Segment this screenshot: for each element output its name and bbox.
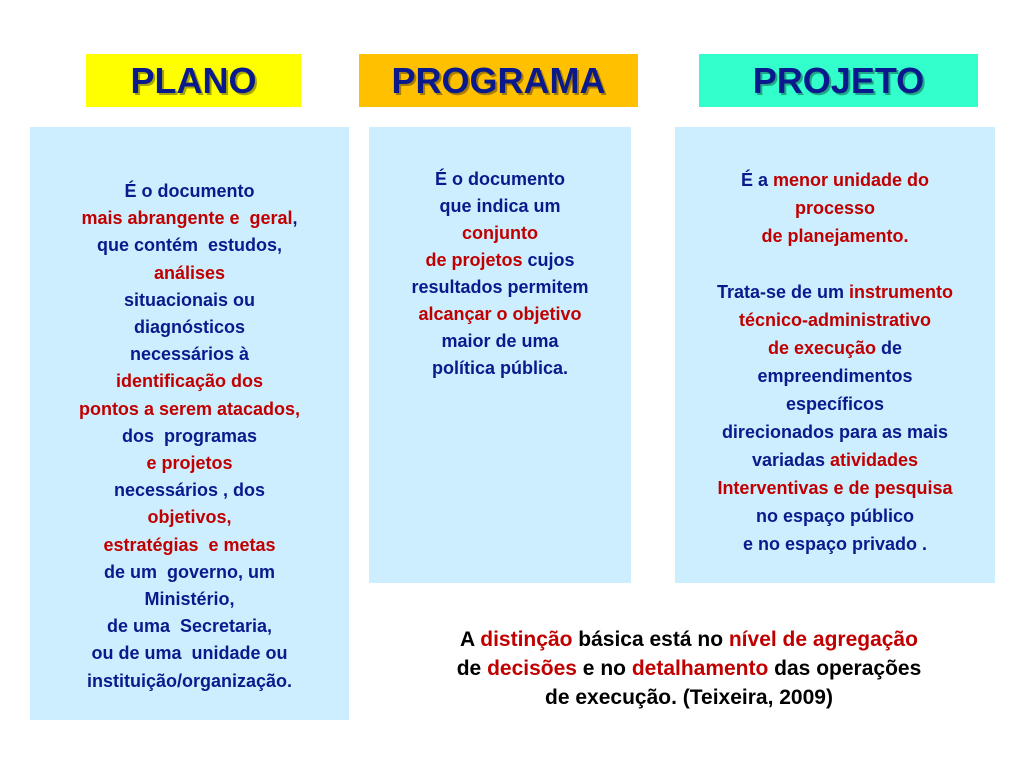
body-text: maior de uma <box>441 331 559 351</box>
highlight-text: de projetos <box>425 250 523 270</box>
highlight-text: mais abrangente e geral <box>81 208 293 229</box>
projeto-text-line <box>675 222 995 250</box>
plano-text-line <box>30 640 349 667</box>
programa-text-line <box>369 328 631 355</box>
highlight-text: detalhamento <box>631 657 769 680</box>
highlight-text: análises <box>153 262 226 283</box>
highlight-text: instrumento <box>849 282 954 302</box>
body-text: de <box>456 657 488 680</box>
highlight-text: objetivos, <box>147 507 232 528</box>
plano-text-line <box>30 504 349 531</box>
body-text: dos programas <box>121 425 258 446</box>
body-text: de execução. (Teixeira, 2009) <box>545 686 833 709</box>
body-text: que indica um <box>439 196 561 216</box>
highlight-text: técnico-administrativo <box>738 310 932 330</box>
body-text: empreendimentos <box>757 366 913 386</box>
body-text: das operações <box>768 657 922 680</box>
body-text: A <box>460 628 481 651</box>
body-text: necessários à <box>129 344 250 365</box>
body-text: instituição/organização. <box>86 670 293 691</box>
distinction-note <box>372 625 1006 712</box>
footer-text-line <box>372 683 1006 712</box>
projeto-text-line <box>675 194 995 222</box>
highlight-text: nível de agregação <box>728 628 918 651</box>
body-text: de <box>876 338 903 358</box>
projeto-text-line <box>675 250 995 278</box>
plano-text-line <box>30 205 349 232</box>
highlight-text: pontos a serem atacados, <box>78 398 301 419</box>
plano-text-line <box>30 559 349 586</box>
highlight-text: alcançar o objetivo <box>418 304 582 324</box>
body-text: de um governo, um <box>103 561 276 582</box>
programa-title <box>359 54 638 107</box>
body-text: É a <box>740 170 773 190</box>
body-text: no espaço público <box>755 506 915 526</box>
body-text: resultados permitem <box>411 277 589 297</box>
body-text: É o documento <box>435 169 565 189</box>
footer-text-line <box>372 625 1006 654</box>
highlight-text: processo <box>794 198 876 218</box>
plano-title <box>86 54 301 107</box>
plano-description-box <box>30 127 349 720</box>
body-text: Ministério, <box>144 589 235 610</box>
projeto-text-line <box>675 446 995 474</box>
highlight-text: de planejamento. <box>761 226 909 246</box>
projeto-title-text: PROJETO <box>752 59 925 101</box>
body-text: ou de uma unidade ou <box>91 643 288 664</box>
highlight-text: distinção <box>480 628 573 651</box>
projeto-text-line <box>675 474 995 502</box>
projeto-text-line <box>675 334 995 362</box>
plano-text-line <box>30 178 349 205</box>
body-text: , <box>292 208 298 229</box>
body-text: diagnósticos <box>133 317 245 338</box>
programa-text-line <box>369 301 631 328</box>
body-text: situacionais ou <box>123 289 256 310</box>
body-text: e no <box>576 657 632 680</box>
plano-text-line <box>30 423 349 450</box>
plano-text-line <box>30 586 349 613</box>
body-text: direcionados para as mais <box>721 422 949 442</box>
plano-text-line <box>30 260 349 287</box>
body-text: específicos <box>785 394 885 414</box>
body-text: política pública. <box>431 358 569 378</box>
plano-title-text: PLANO <box>130 59 257 101</box>
projeto-text-line <box>675 530 995 558</box>
footer-text-line <box>372 654 1006 683</box>
projeto-title <box>699 54 978 107</box>
plano-text-line <box>30 477 349 504</box>
projeto-text-line <box>675 166 995 194</box>
highlight-text: de execução <box>767 338 877 358</box>
body-text: Trata-se de um <box>716 282 850 302</box>
highlight-text: Interventivas e de pesquisa <box>717 478 953 498</box>
highlight-text: identificação dos <box>115 371 264 392</box>
highlight-text: estratégias e metas <box>103 534 276 555</box>
body-text: de uma Secretaria, <box>106 616 273 637</box>
body-text <box>832 254 837 274</box>
highlight-text: menor unidade do <box>773 170 930 190</box>
plano-text-line <box>30 314 349 341</box>
programa-text-line <box>369 220 631 247</box>
projeto-text-line <box>675 362 995 390</box>
programa-description-box <box>369 127 631 583</box>
highlight-text: conjunto <box>462 223 538 243</box>
plano-text-line <box>30 613 349 640</box>
projeto-text-line <box>675 306 995 334</box>
highlight-text: atividades <box>830 450 919 470</box>
programa-title-text: PROGRAMA <box>391 59 606 101</box>
projeto-text-line <box>675 418 995 446</box>
highlight-text: decisões <box>487 657 577 680</box>
body-text: básica está no <box>572 628 729 651</box>
projeto-text-line <box>675 502 995 530</box>
highlight-text: e projetos <box>146 453 233 474</box>
plano-text-line <box>30 532 349 559</box>
programa-text-line <box>369 247 631 274</box>
body-text: e no espaço privado . <box>742 534 928 554</box>
plano-text-line <box>30 450 349 477</box>
body-text: variadas <box>751 450 830 470</box>
plano-text-line <box>30 287 349 314</box>
projeto-text-line <box>675 278 995 306</box>
projeto-text-line <box>675 390 995 418</box>
body-text: que contém estudos, <box>96 235 283 256</box>
projeto-description-box <box>675 127 995 583</box>
programa-text-line <box>369 274 631 301</box>
programa-text-line <box>369 193 631 220</box>
body-text: É o documento <box>124 181 255 201</box>
plano-text-line <box>30 396 349 423</box>
plano-text-line <box>30 341 349 368</box>
body-text: cujos <box>522 250 575 270</box>
plano-text-line <box>30 668 349 695</box>
programa-text-line <box>369 355 631 382</box>
body-text: necessários , dos <box>113 480 266 501</box>
programa-text-line <box>369 166 631 193</box>
plano-text-line <box>30 368 349 395</box>
plano-text-line <box>30 232 349 259</box>
